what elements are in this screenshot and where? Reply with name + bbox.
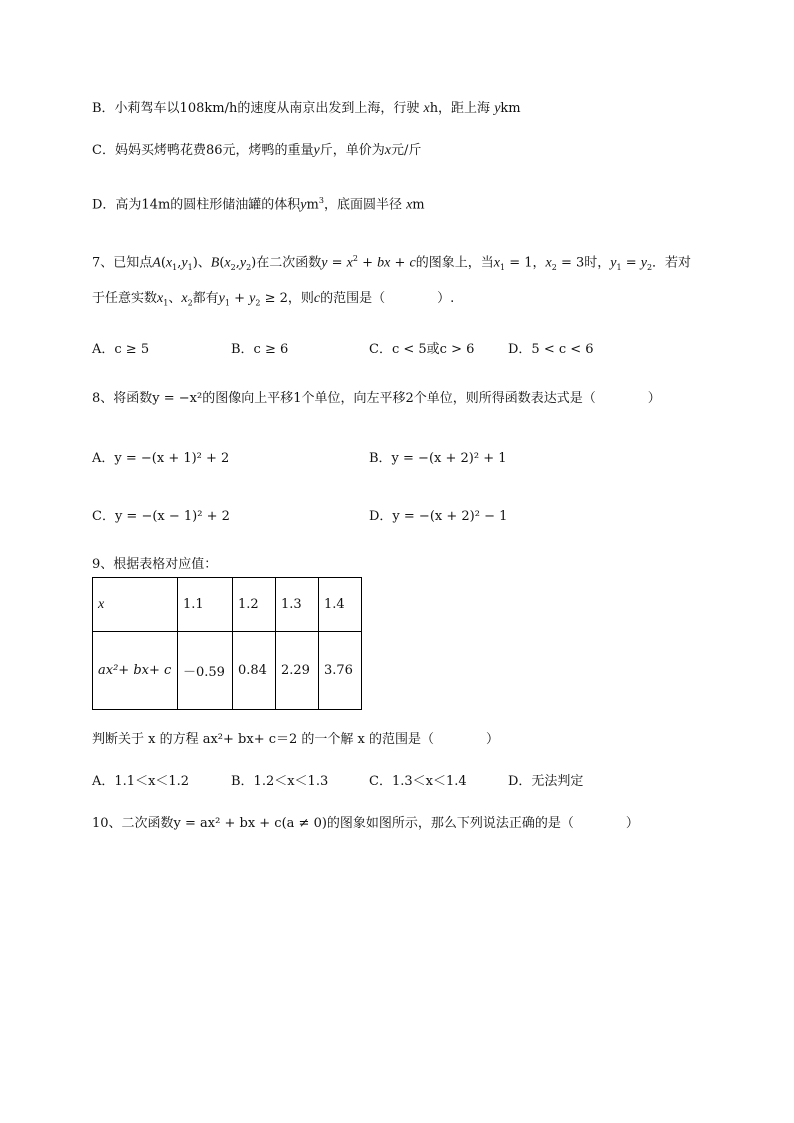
table-cell: 2.29 [276, 632, 319, 710]
table-cell: 0.84 [233, 632, 276, 710]
q8-option-c: C．y = −(x − 1)² + 2 [92, 509, 230, 524]
table-header-cell: x [93, 578, 178, 632]
q6-option-b: B．小莉驾车以108km/h的速度从南京出发到上海，行驶 xh，距上海 ykm [92, 101, 521, 116]
q7-stem-line2: 于任意实数$x_1$、$x_2$都有$y_1 + y_2 \ge 2$，则c的范围是（ ）. [92, 291, 455, 308]
table-cell: 3.76 [319, 632, 362, 710]
table-cell: 1.1 [178, 578, 233, 632]
table-cell: 1.3 [276, 578, 319, 632]
table-row [93, 578, 362, 632]
table-cell: 1.4 [319, 578, 362, 632]
table-header-cell: ax²+ bx+ c [93, 632, 178, 710]
q9-option-b: B．1.2＜x＜1.3 [231, 774, 329, 789]
q9-option-c: C．1.3＜x＜1.4 [369, 774, 467, 789]
q9-question: 判断关于 x 的方程 ax²+ bx+ c＝2 的一个解 x 的范围是（ ） [92, 732, 500, 747]
table-cell: 1.2 [233, 578, 276, 632]
table-cell: －0.59 [178, 632, 233, 710]
q7-option-a: A．c ≥ 5 [92, 342, 150, 357]
q7-option-c: C．c < 5或c > 6 [369, 342, 475, 357]
q8-option-b: B．y = −(x + 2)² + 1 [369, 451, 507, 466]
q6-option-c: C．妈妈买烤鸭花费86元，烤鸭的重量y斤，单价为x元/斤 [92, 143, 422, 158]
q9-option-d: D．无法判定 [508, 774, 584, 789]
q6-option-d: D．高为14m的圆柱形储油罐的体积$ym^3$，底面圆半径 xm [92, 196, 425, 213]
q8-stem: 8、将函数y = −x²的图像向上平移1个单位，向左平移2个单位，则所得函数表达式是（ ） [92, 391, 661, 406]
q7-stem-line1: 7、已知点$A(x_1,y_1)$、$B(x_2,y_2)$在二次函数$y = x^2$ + bx + c的图象上，当$x_1 = 1$，$x_2 = 3$时，$y_1 = y_2$．若对 [92, 254, 692, 272]
q9-value-table [92, 577, 362, 710]
q8-option-a: A．y = −(x + 1)² + 2 [92, 451, 230, 466]
table-row [93, 632, 362, 710]
q9-option-a: A．1.1＜x＜1.2 [92, 774, 190, 789]
q7-option-d: D．5 < c < 6 [508, 342, 594, 357]
q8-option-d: D．y = −(x + 2)² − 1 [369, 509, 508, 524]
q7-option-b: B．c ≥ 6 [231, 342, 289, 357]
q10-stem: 10、二次函数y = ax² + bx + c(a ≠ 0)的图象如图所示，那么下列说法正确的是（ ） [92, 816, 639, 831]
q9-stem: 9、根据表格对应值： [92, 557, 218, 572]
